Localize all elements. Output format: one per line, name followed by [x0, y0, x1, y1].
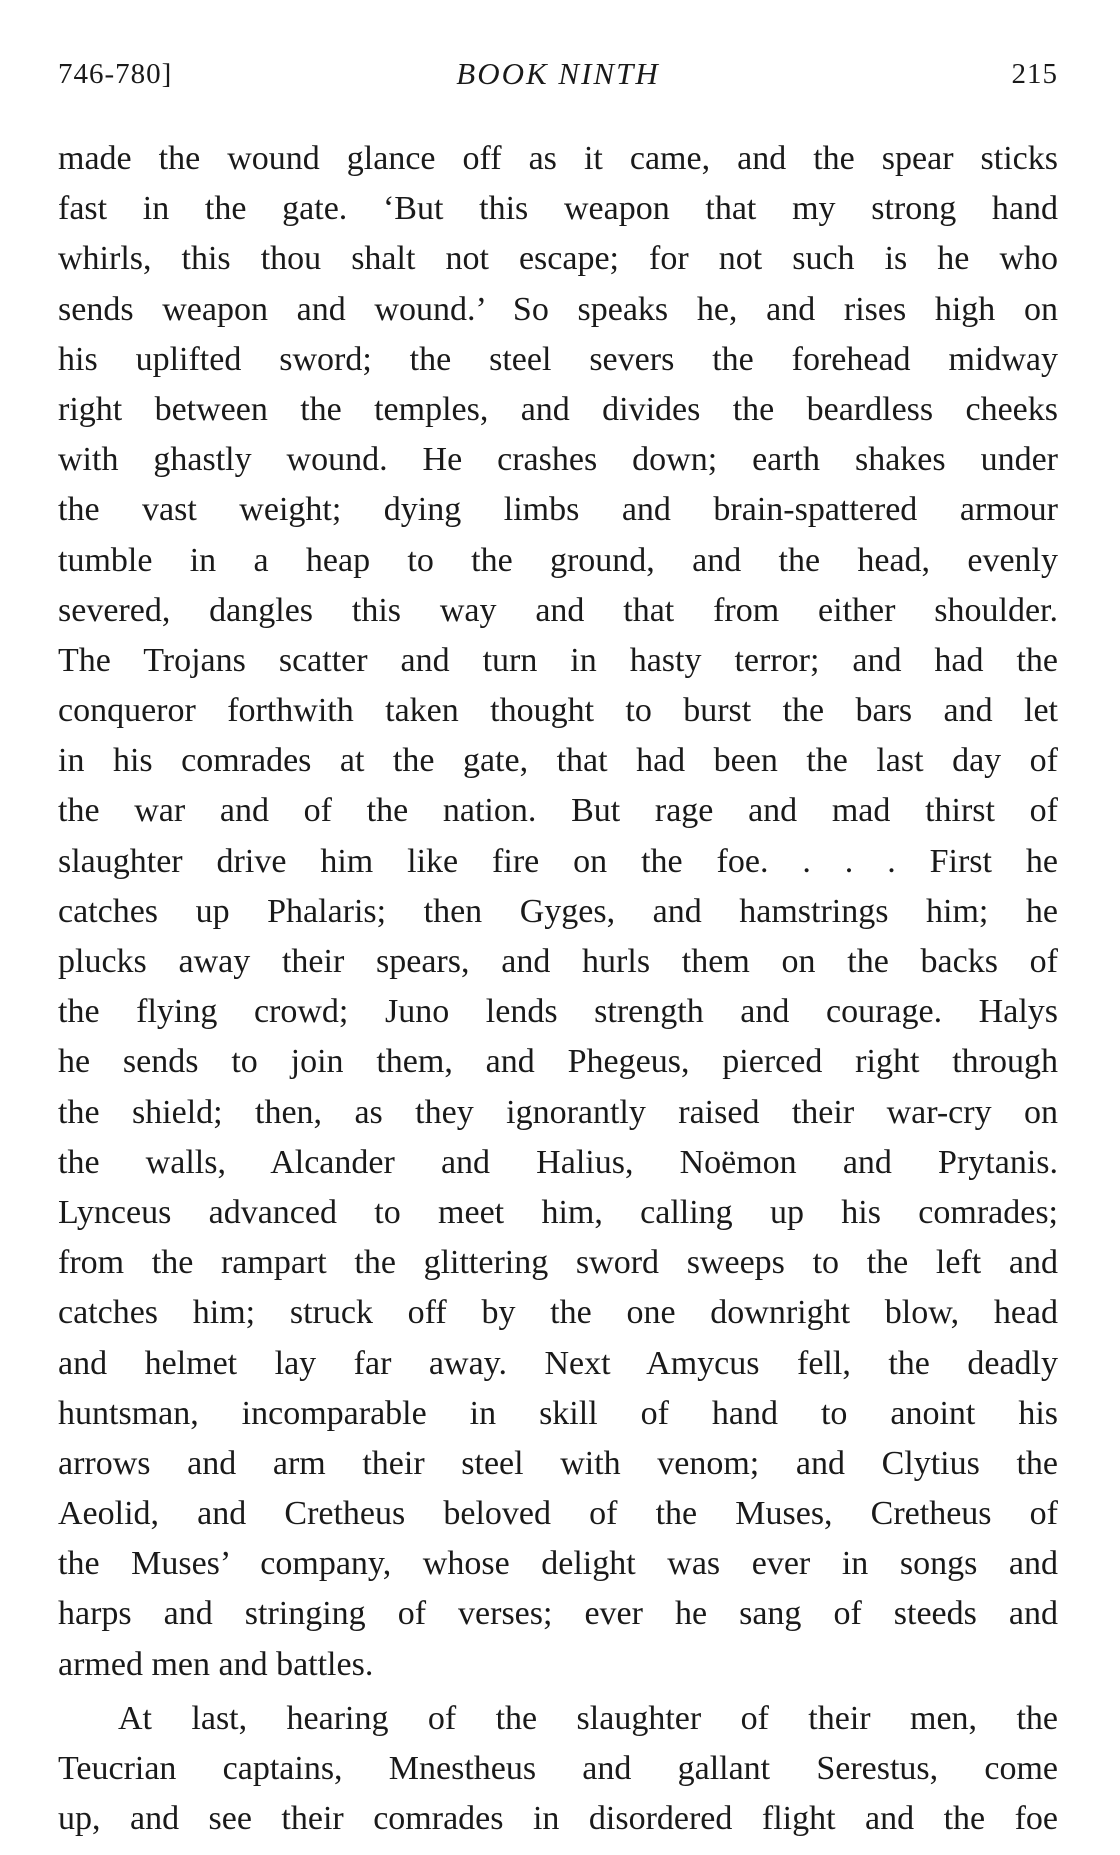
text-line: up, and see their comrades in disordered flight and the foe [58, 1800, 1058, 1838]
text-line: severed, dangles this way and that from either shoulder. [58, 591, 1058, 629]
text-line: plucks away their spears, and hurls them on the backs of [58, 943, 1058, 980]
text-line: sends weapon and wound.’ So speaks he, and rises high on [58, 290, 1058, 328]
page-number: 215 [1011, 58, 1058, 90]
paragraph [58, 1694, 1058, 1845]
text-line: tumble in a heap to the ground, and the head, evenly [58, 541, 1058, 579]
text-line: the flying crowd; Juno lends strength and courage. Halys [58, 993, 1058, 1031]
text-line: the Muses’ company, whose delight was ever in songs and [58, 1545, 1058, 1583]
text-line: right between the temples, and divides the beardless cheeks [58, 390, 1058, 428]
text-line: made the wound glance off as it came, and the spear sticks [58, 140, 1058, 177]
text-line: The Trojans scatter and turn in hasty terror; and had the [58, 641, 1058, 679]
paragraph [58, 134, 1058, 1690]
text-line: in his comrades at the gate, that had been the last day of [58, 742, 1058, 780]
book-title: BOOK NINTH [456, 56, 660, 91]
text-line: he sends to join them, and Phegeus, pierced right through [58, 1043, 1058, 1081]
text-line: his uplifted sword; the steel severs the forehead midway [58, 340, 1058, 378]
text-line: catches up Phalaris; then Gyges, and hamstrings him; he [58, 892, 1058, 930]
text-line: Lynceus advanced to meet him, calling up his comrades; [58, 1193, 1058, 1231]
text-line: Aeolid, and Cretheus beloved of the Muses, Cretheus of [58, 1495, 1058, 1533]
text-line: harps and stringing of verses; ever he sang of steeds and [58, 1595, 1058, 1633]
text-line: arrows and arm their steel with venom; and Clytius the [58, 1444, 1058, 1482]
body-text [58, 134, 1058, 1844]
text-line: armed men and battles. [58, 1645, 374, 1683]
text-line: the vast weight; dying limbs and brain-spattered armour [58, 491, 1058, 529]
text-line: the war and of the nation. But rage and mad thirst of [58, 792, 1058, 830]
text-line: Teucrian captains, Mnestheus and gallant Serestus, come [58, 1750, 1058, 1787]
text-line: slaughter drive him like fire on the foe. . . . First he [58, 842, 1058, 880]
text-line: conqueror forthwith taken thought to burst the bars and let [58, 692, 1058, 730]
text-line: At last, hearing of the slaughter of their men, the [118, 1699, 1058, 1737]
text-line: from the rampart the glittering sword sweeps to the left and [58, 1244, 1058, 1282]
text-line: catches him; struck off by the one downright blow, head [58, 1294, 1058, 1332]
text-line: and helmet lay far away. Next Amycus fell, the deadly [58, 1344, 1058, 1382]
text-line: with ghastly wound. He crashes down; earth shakes under [58, 441, 1058, 479]
text-line: whirls, this thou shalt not escape; for not such is he who [58, 240, 1058, 278]
text-line: the walls, Alcander and Halius, Noëmon and Prytanis. [58, 1143, 1058, 1181]
running-head [58, 52, 1058, 96]
text-line: huntsman, incomparable in skill of hand to anoint his [58, 1394, 1058, 1432]
text-line: the shield; then, as they ignorantly raised their war-cry on [58, 1093, 1058, 1131]
line-range: 746-780] [58, 58, 173, 90]
text-line: fast in the gate. ‘But this weapon that my strong hand [58, 190, 1058, 228]
